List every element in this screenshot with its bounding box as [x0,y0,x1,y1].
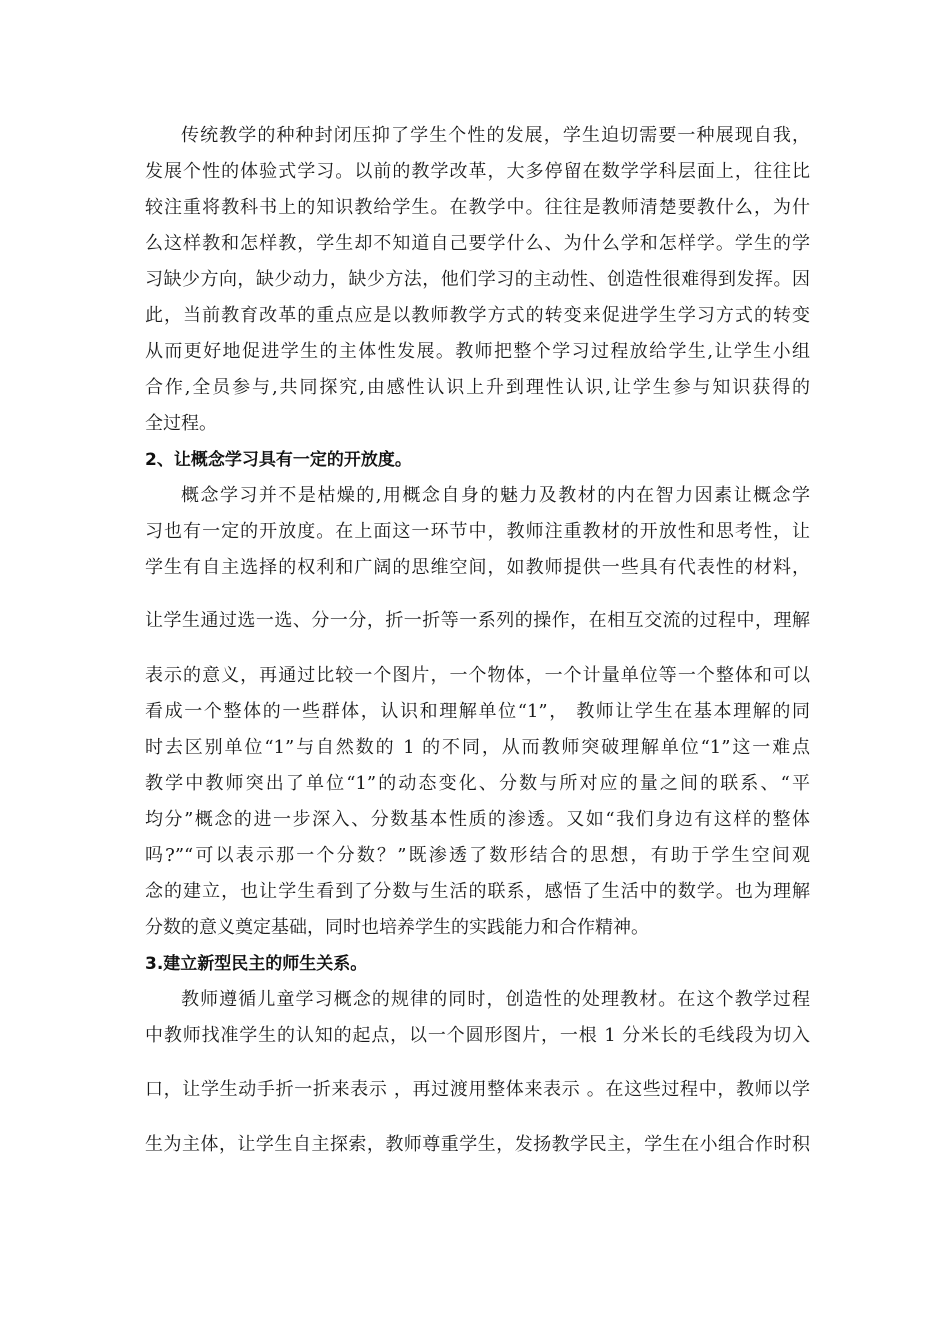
paragraph-line: 分数的意义奠定基础，同时也培养学生的实践能力和合作精神。 [145,917,649,938]
paragraph-line: 较注重将教科书上的知识教给学生。在教学中。往往是教师清楚要教什么，为什 [145,197,810,218]
paragraph-line: 中教师找准学生的认知的起点，以一个圆形图片，一根 1 分米长的毛线段为切入 [145,1025,810,1046]
paragraph-line: 传统教学的种种封闭压抑了学生个性的发展，学生迫切需要一种展现自我， [181,125,810,146]
paragraph-line: 学生有自主选择的权利和广阔的思维空间，如教师提供一些具有代表性的材料， [145,557,810,578]
paragraph-line: 时去区别单位“1”与自然数的 1 的不同，从而教师突破理解单位“1”这一难点 [145,737,810,758]
paragraph-line: 教学中教师突出了单位“1”的动态变化、分数与所对应的量之间的联系、“平 [145,773,810,794]
paragraph-line: 均分”概念的进一步深入、分数基本性质的渗透。又如“我们身边有这样的整体 [145,809,810,830]
paragraph-line: 吗?”“可以表示那一个分数？”既渗透了数形结合的思想，有助于学生空间观 [145,845,810,866]
paragraph-line: 表示的意义，再通过比较一个图片，一个物体，一个计量单位等一个整体和可以 [145,665,810,686]
paragraph-line: 习也有一定的开放度。在上面这一环节中，教师注重教材的开放性和思考性，让 [145,521,810,542]
paragraph-line: 概念学习并不是枯燥的,用概念自身的魅力及教材的内在智力因素让概念学 [181,485,810,506]
paragraph-line: 全过程。 [145,413,217,434]
paragraph-line: 从而更好地促进学生的主体性发展。教师把整个学习过程放给学生,让学生小组 [145,341,810,362]
paragraph-line: 生为主体，让学生自主探索，教师尊重学生，发扬教学民主，学生在小组合作时积 [145,1134,810,1155]
section-heading: 2、让概念学习具有一定的开放度。 [145,450,412,470]
paragraph-line: 此，当前教育改革的重点应是以教师教学方式的转变来促进学生学习方式的转变 [145,305,810,326]
paragraph-line: 么这样教和怎样教，学生却不知道自己要学什么、为什么学和怎样学。学生的学 [145,233,810,254]
paragraph-line: 让学生通过选一选、分一分，折一折等一系列的操作，在相互交流的过程中，理解 [145,610,810,631]
paragraph-line: 念的建立，也让学生看到了分数与生活的联系，感悟了生活中的数学。也为理解 [145,881,810,902]
paragraph-line: 习缺少方向，缺少动力，缺少方法，他们学习的主动性、创造性很难得到发挥。因 [145,269,810,290]
paragraph-line: 教师遵循儿童学习概念的规律的同时，创造性的处理教材。在这个教学过程 [181,989,810,1010]
paragraph-line: 口，让学生动手折一折来表示 ，再过渡用整体来表示 。在这些过程中，教师以学 [145,1079,810,1100]
paragraph-line: 发展个性的体验式学习。以前的教学改革，大多停留在数学学科层面上，往往比 [145,161,810,182]
paragraph-line: 合作,全员参与,共同探究,由感性认识上升到理性认识,让学生参与知识获得的 [145,377,810,398]
paragraph-line: 看成一个整体的一些群体，认识和理解单位“1”， 教师让学生在基本理解的同 [145,701,810,722]
section-heading: 3.建立新型民主的师生关系。 [145,954,368,974]
